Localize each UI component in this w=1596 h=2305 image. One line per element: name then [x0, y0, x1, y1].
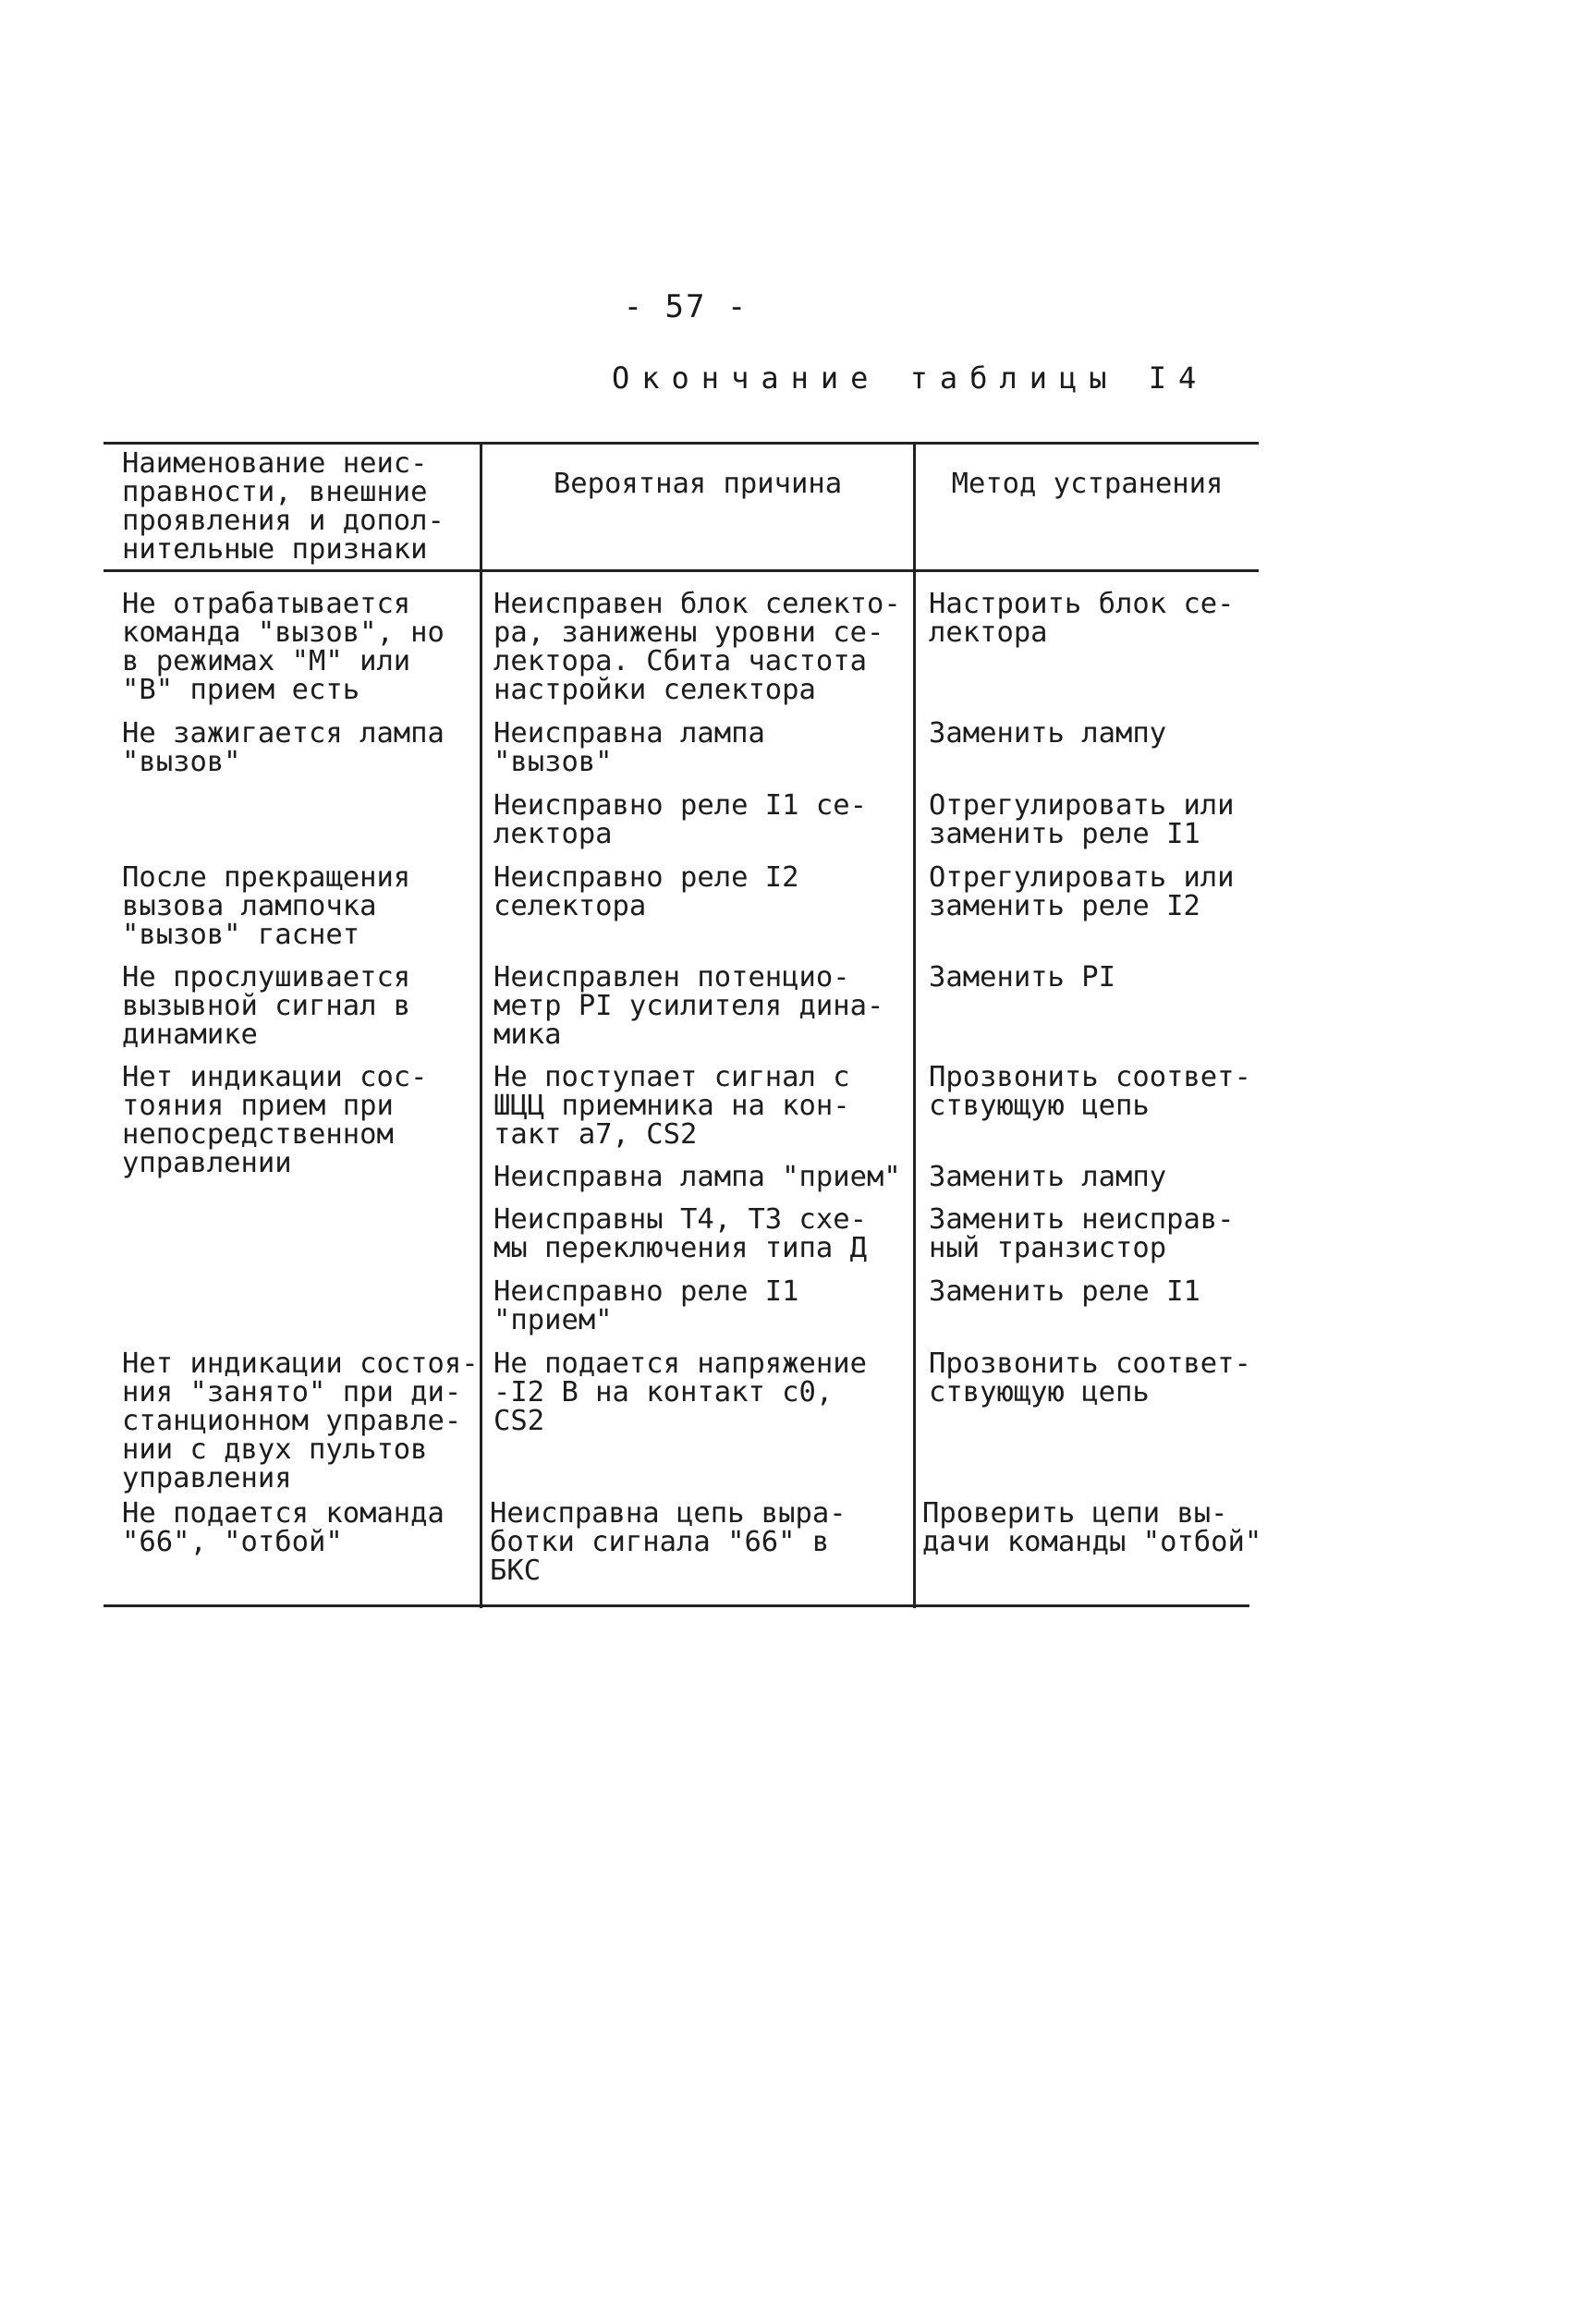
row-remedy: Заменить реле I1	[929, 1275, 1200, 1308]
row-fault: Нет индикации состоя- ния "занято" при ди- станционном управле- нии с двух пультов управления	[122, 1348, 479, 1494]
row-fault: Не зажигается лампа "вызов"	[122, 717, 445, 778]
row-cause: Неисправен блок селекто- ра, занижены уровни се- лектора. Сбита частота настройки селектора	[493, 588, 901, 706]
row-remedy: Заменить лампу	[929, 717, 1167, 750]
row-cause: Неисправлен потенцио- метр РI усилителя дина- мика	[493, 961, 884, 1051]
row-cause: Неисправна лампа "вызов"	[493, 717, 765, 778]
row-cause: Неисправно реле I1 се- лектора	[493, 789, 867, 850]
table-caption: Окончание таблицы I4	[612, 360, 1209, 396]
row-cause: Неисправна цепь выра- ботки сигнала "66" в БКС	[490, 1497, 847, 1587]
row-remedy: Прозвонить соответ- ствующую цепь	[929, 1061, 1251, 1122]
row-fault: После прекращения вызова лампочка "вызов" гаснет	[122, 861, 411, 951]
row-fault: Нет индикации сос- тояния прием при непосредственном управлении	[122, 1061, 428, 1179]
header-remedy: Метод устранения	[951, 468, 1224, 500]
table-bottom-rule	[104, 1604, 1249, 1607]
header-cause: Вероятная причина	[553, 468, 843, 500]
fault-table	[104, 442, 1262, 1608]
row-cause: Не поступает сигнал с ШЦЦ приемника на кон- такт а7, CS2	[493, 1061, 850, 1151]
column-divider-1	[480, 442, 482, 1608]
column-divider-2	[913, 442, 916, 1608]
row-remedy: Заменить РI	[929, 961, 1115, 994]
table-top-rule	[104, 442, 1259, 445]
row-remedy: Проверить цепи вы- дачи команды "отбой"	[922, 1497, 1262, 1558]
row-remedy: Заменить неисправ- ный транзистор	[929, 1203, 1235, 1264]
row-remedy: Настроить блок се- лектора	[929, 588, 1235, 649]
row-remedy: Отрегулировать или заменить реле I1	[929, 789, 1235, 850]
row-cause: Неисправна лампа "прием"	[493, 1161, 901, 1193]
row-remedy: Прозвонить соответ- ствующую цепь	[929, 1348, 1251, 1409]
row-cause: Неисправно реле I2 селектора	[493, 861, 799, 922]
row-fault: Не подается команда "66", "отбой"	[122, 1497, 445, 1558]
page-number: - 57 -	[623, 288, 749, 325]
header-bottom-rule	[104, 569, 1259, 572]
row-fault: Не отрабатывается команда "вызов", но в режимах "М" или "В" прием есть	[122, 588, 445, 706]
row-cause: Неисправны Т4, Т3 схе- мы переключения типа Д	[493, 1203, 867, 1264]
row-remedy: Отрегулировать или заменить реле I2	[929, 861, 1235, 922]
row-remedy: Заменить лампу	[929, 1161, 1167, 1193]
row-fault: Не прослушивается вызывной сигнал в динамике	[122, 961, 411, 1051]
row-cause: Неисправно реле I1 "прием"	[493, 1275, 799, 1336]
row-cause: Не подается напряжение -I2 В на контакт с0, CS2	[493, 1348, 867, 1437]
header-fault: Наименование неис- правности, внешние проявления и допол- нительные признаки	[122, 447, 445, 566]
